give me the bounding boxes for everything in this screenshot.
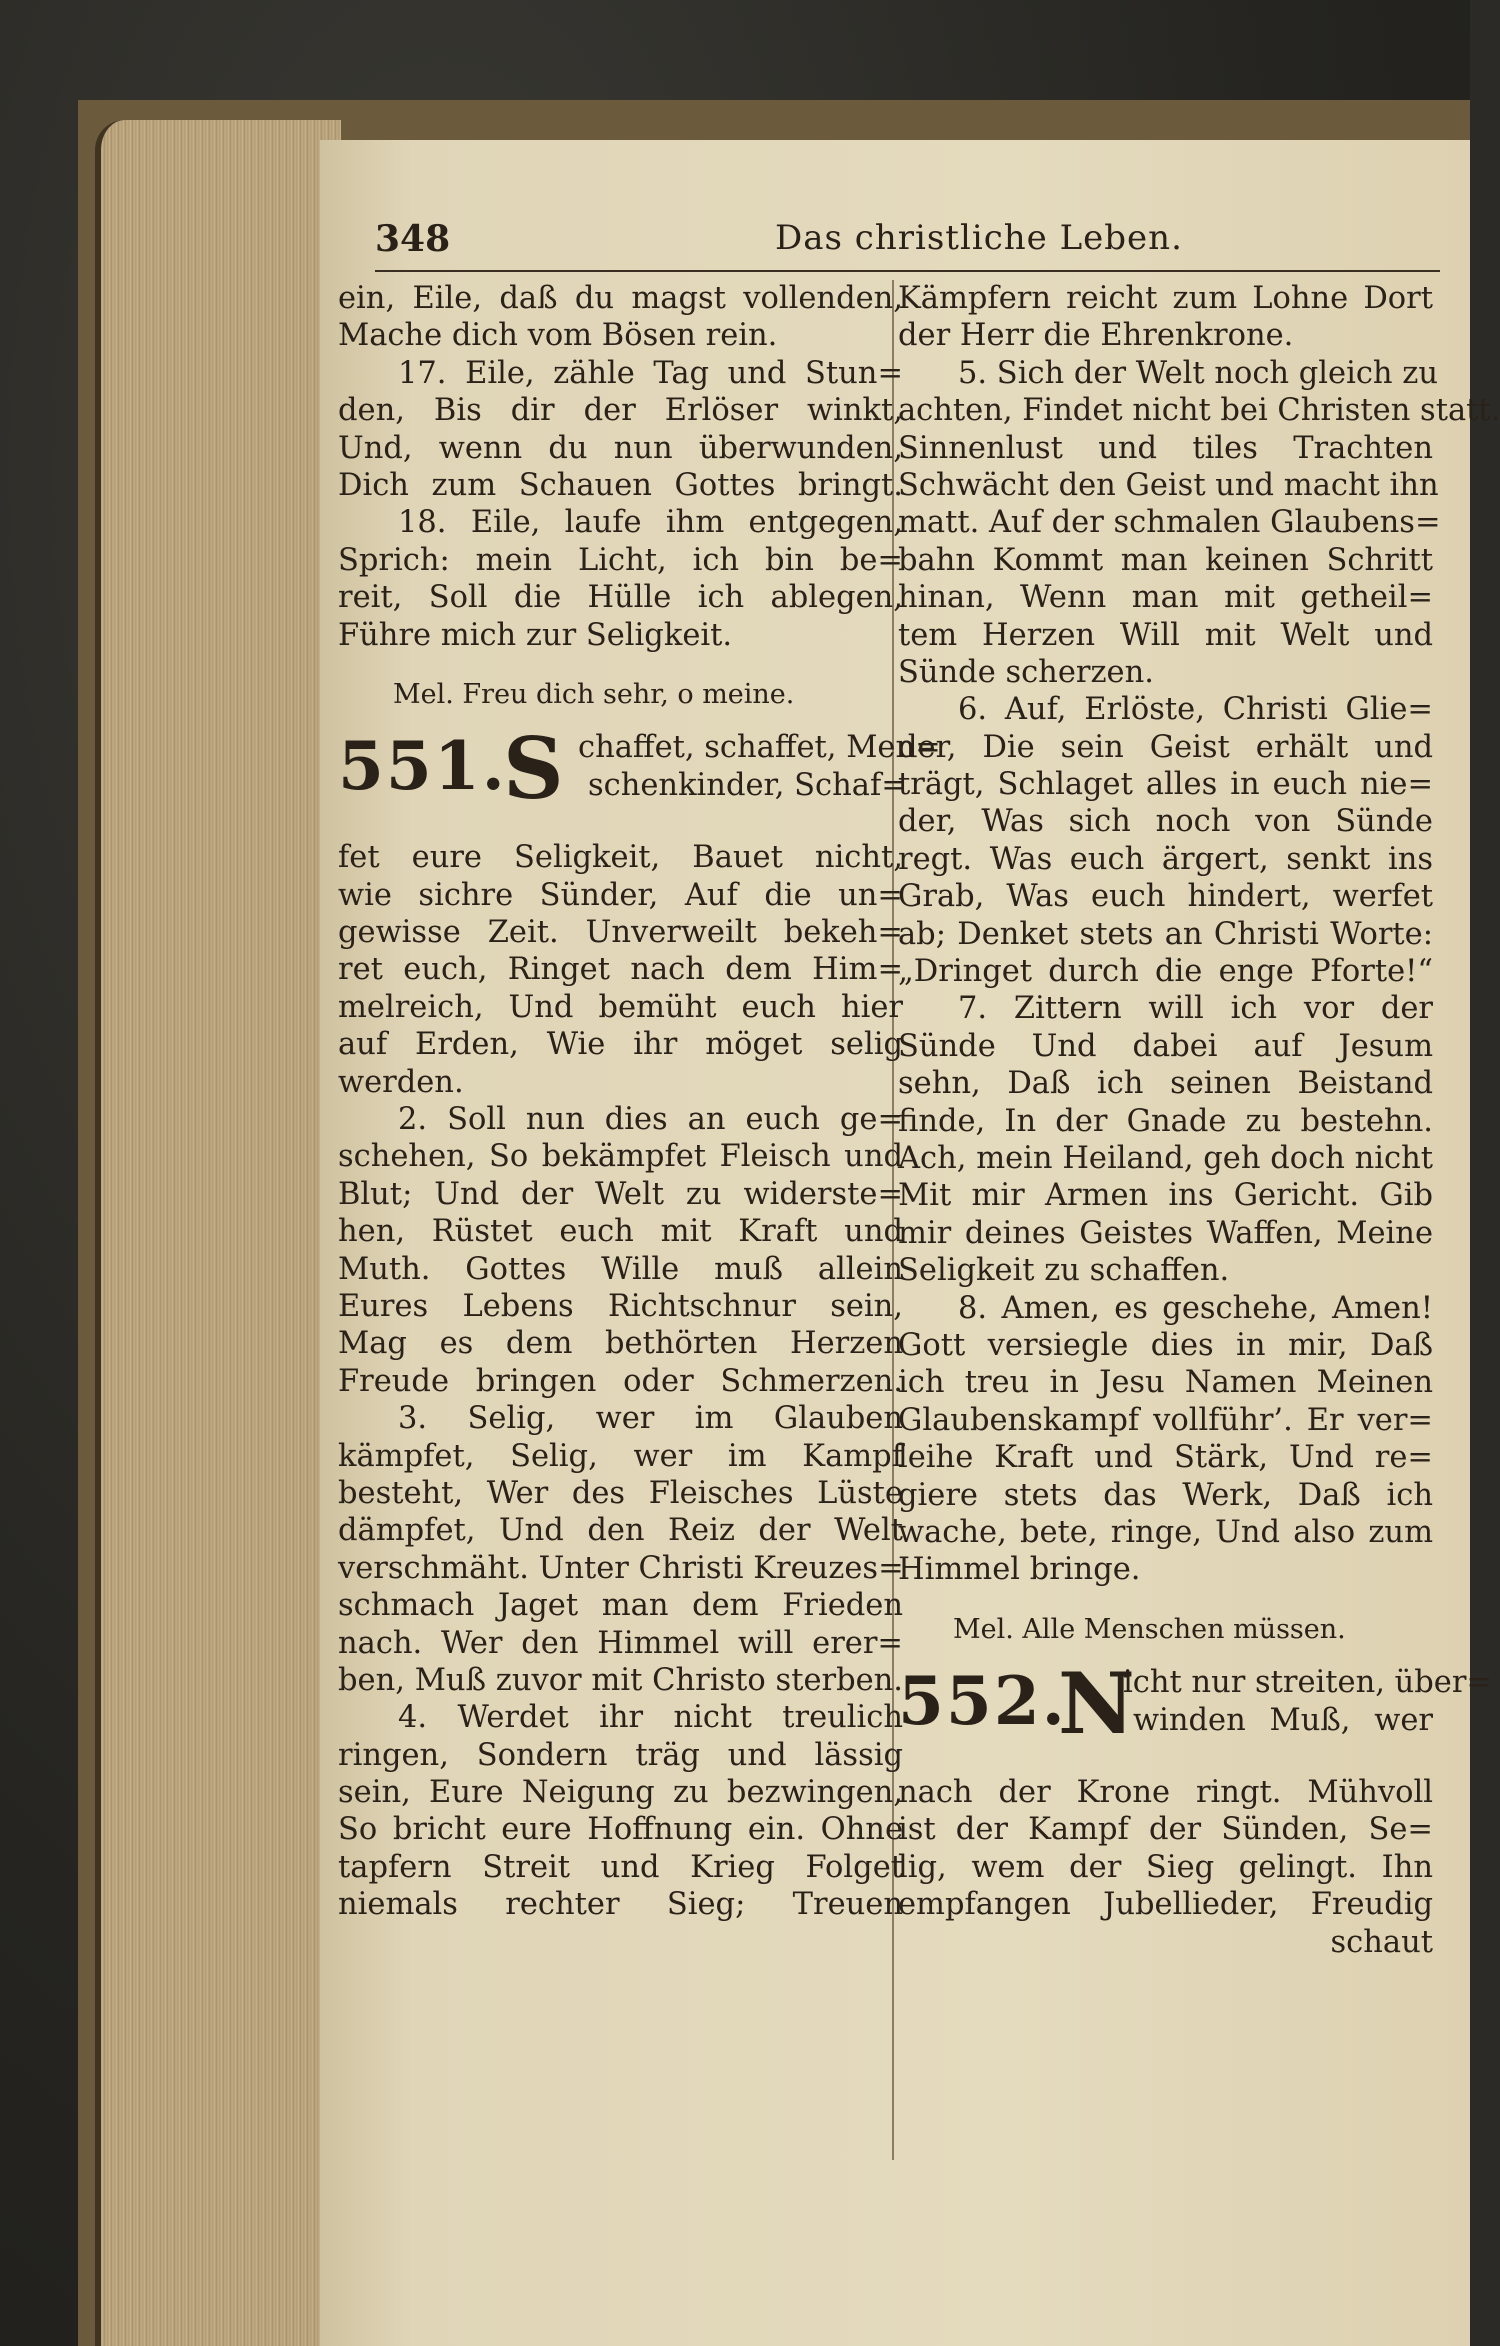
text-line: bahn Kommt man keinen Schritt bbox=[898, 542, 1433, 578]
text-line: Himmel bringe. bbox=[898, 1552, 1141, 1588]
text-line: Mache dich vom Bösen rein. bbox=[338, 318, 778, 354]
text-line: ist der Kampf der Sünden, Se= bbox=[898, 1812, 1433, 1848]
text-line: Ach, mein Heiland, geh doch nicht bbox=[898, 1140, 1433, 1176]
text-line: melreich, Und bemüht euch hier bbox=[338, 989, 903, 1025]
text-line: regt. Was euch ärgert, senkt ins bbox=[898, 841, 1433, 877]
text-line: Und, wenn du nun überwunden, bbox=[338, 430, 903, 466]
hymn-number: 551. bbox=[338, 727, 507, 806]
text-line: ben, Muß zuvor mit Christo sterben. bbox=[338, 1662, 903, 1698]
hymn-heading bbox=[898, 1654, 1492, 1774]
page-number: 348 bbox=[375, 218, 451, 260]
text-line: nach. Wer den Himmel will erer= bbox=[338, 1625, 903, 1661]
page-edges bbox=[95, 120, 341, 2346]
text-line: Schwächt den Geist und macht ihn bbox=[898, 467, 1439, 503]
text-line: matt. Auf der schmalen Glaubens= bbox=[898, 505, 1441, 541]
text-line: Eures Lebens Richtschnur sein, bbox=[338, 1288, 903, 1324]
text-line: wache, bete, ringe, Und also zum bbox=[898, 1514, 1433, 1550]
text-line: Dich zum Schauen Gottes bringt. bbox=[338, 467, 903, 503]
text-line: finde, In der Gnade zu bestehn. bbox=[898, 1103, 1433, 1139]
text-line: Führe mich zur Seligkeit. bbox=[338, 617, 733, 653]
text-line: ret euch, Ringet nach dem Him= bbox=[338, 952, 903, 988]
text-line: Kämpfern reicht zum Lohne Dort bbox=[898, 281, 1433, 316]
text-line: Glaubenskampf vollführ’. Er ver= bbox=[898, 1402, 1433, 1438]
hymn-number: 552. bbox=[898, 1662, 1067, 1741]
text-line: tapfern Streit und Krieg Folget bbox=[338, 1849, 903, 1885]
text-line: giere stets das Werk, Daß ich bbox=[898, 1477, 1433, 1513]
text-line: 2. Soll nun dies an euch ge= bbox=[398, 1102, 903, 1138]
text-line: schehen, So bekämpfet Fleisch und bbox=[338, 1139, 903, 1175]
text-line: den, Bis dir der Erlöser winkt, bbox=[338, 393, 903, 429]
text-line: verschmäht. Unter Christi Kreuzes= bbox=[338, 1550, 904, 1586]
text-line: niemals rechter Sieg; Treuen bbox=[338, 1887, 903, 1923]
catchword: schaut bbox=[1330, 1924, 1433, 1960]
text-line: der Herr die Ehrenkrone. bbox=[898, 318, 1294, 354]
text-line: empfangen Jubellieder, Freudig bbox=[898, 1887, 1433, 1923]
text-line: der, Die sein Geist erhält und bbox=[898, 729, 1433, 765]
text-line: Blut; Und der Welt zu widerste= bbox=[338, 1176, 903, 1212]
text-line: Mag es dem bethörten Herzen bbox=[338, 1326, 903, 1362]
text-line: Freude bringen oder Schmerzen. bbox=[338, 1363, 903, 1399]
text-line: auf Erden, Wie ihr möget selig bbox=[338, 1027, 903, 1063]
hymn-second-line: winden Muß, wer bbox=[1133, 1703, 1433, 1739]
text-line: 8. Amen, es geschehe, Amen! bbox=[958, 1290, 1433, 1326]
text-line: Sünde scherzen. bbox=[898, 654, 1154, 690]
text-line: reit, Soll die Hülle ich ablegen, bbox=[338, 580, 903, 616]
text-line: sehn, Daß ich seinen Beistand bbox=[898, 1066, 1433, 1102]
text-line: lig, wem der Sieg gelingt. Ihn bbox=[898, 1849, 1433, 1885]
text-line: ein, Eile, daß du magst vollenden, bbox=[338, 281, 903, 316]
text-line: leihe Kraft und Stärk, Und re= bbox=[898, 1440, 1433, 1476]
text-line: achten, Findet nicht bei Christen statt. bbox=[898, 393, 1500, 429]
text-line: 7. Zittern will ich vor der bbox=[958, 991, 1433, 1027]
text-line: mir deines Geistes Waffen, Meine bbox=[898, 1215, 1433, 1251]
text-line: Sprich: mein Licht, ich bin be= bbox=[338, 542, 903, 578]
text-line: Sünde Und dabei auf Jesum bbox=[898, 1028, 1433, 1064]
text-line: ringen, Sondern träg und lässig bbox=[338, 1737, 903, 1773]
text-line: 6. Auf, Erlöste, Christi Glie= bbox=[958, 692, 1433, 728]
text-line: Seligkeit zu schaffen. bbox=[898, 1253, 1230, 1289]
drop-capital: N bbox=[1058, 1654, 1135, 1754]
hymn-first-line: chaffet, schaffet, Men= bbox=[578, 730, 941, 766]
text-line: 5. Sich der Welt noch gleich zu bbox=[958, 355, 1438, 391]
text-line: hinan, Wenn man mit getheil= bbox=[898, 580, 1433, 616]
right-column bbox=[898, 280, 1500, 1961]
text-line: ich treu in Jesu Namen Meinen bbox=[898, 1365, 1433, 1401]
text-line: gewisse Zeit. Unverweilt bekeh= bbox=[338, 915, 903, 951]
hymn-first-line: icht nur streiten, über= bbox=[1123, 1665, 1492, 1701]
melody-note: Mel. Alle Menschen müssen. bbox=[953, 1613, 1346, 1645]
text-line: sein, Eure Neigung zu bezwingen, bbox=[338, 1775, 903, 1811]
text-line: 18. Eile, laufe ihm entgegen, bbox=[398, 505, 903, 541]
text-line: kämpfet, Selig, wer im Kampf bbox=[338, 1438, 903, 1474]
running-head: Das christliche Leben. bbox=[775, 218, 1183, 258]
text-line: Grab, Was euch hindert, werfet bbox=[898, 879, 1433, 915]
text-line: besteht, Wer des Fleisches Lüste bbox=[338, 1475, 903, 1511]
text-line: 17. Eile, zähle Tag und Stun= bbox=[398, 355, 903, 391]
melody-note: Mel. Freu dich sehr, o meine. bbox=[393, 678, 795, 710]
hymn-second-line: schenkinder, Schaf= bbox=[588, 768, 907, 804]
text-line: der, Was sich noch von Sünde bbox=[898, 804, 1433, 840]
left-column bbox=[338, 280, 941, 1924]
text-line: Muth. Gottes Wille muß allein bbox=[338, 1251, 903, 1287]
text-line: „Dringet durch die enge Pforte!“ bbox=[898, 954, 1433, 990]
hymn-heading bbox=[338, 719, 941, 839]
text-line: dämpfet, Und den Reiz der Welt bbox=[338, 1513, 903, 1549]
drop-capital: S bbox=[503, 719, 564, 819]
text-line: trägt, Schlaget alles in euch nie= bbox=[898, 767, 1433, 803]
text-line: wie sichre Sünder, Auf die un= bbox=[338, 877, 903, 913]
text-line: nach der Krone ringt. Mühvoll bbox=[898, 1775, 1433, 1811]
text-line: Sinnenlust und tiles Trachten bbox=[898, 430, 1433, 466]
text-line: fet eure Seligkeit, Bauet nicht, bbox=[338, 840, 903, 876]
text-line: Mit mir Armen ins Gericht. Gib bbox=[898, 1178, 1433, 1214]
page-header bbox=[375, 210, 1440, 272]
text-line: werden. bbox=[338, 1064, 464, 1100]
text-line: schmach Jaget man dem Frieden bbox=[338, 1588, 903, 1624]
text-line: tem Herzen Will mit Welt und bbox=[898, 617, 1433, 653]
text-line: Gott versiegle dies in mir, Daß bbox=[898, 1327, 1433, 1363]
text-line: 4. Werdet ihr nicht treulich bbox=[398, 1700, 903, 1736]
book-page bbox=[320, 140, 1500, 2346]
text-line: So bricht eure Hoffnung ein. Ohne bbox=[338, 1812, 903, 1848]
text-line: 3. Selig, wer im Glauben bbox=[398, 1401, 903, 1437]
text-line: hen, Rüstet euch mit Kraft und bbox=[338, 1214, 903, 1250]
text-line: ab; Denket stets an Christi Worte: bbox=[898, 916, 1433, 952]
